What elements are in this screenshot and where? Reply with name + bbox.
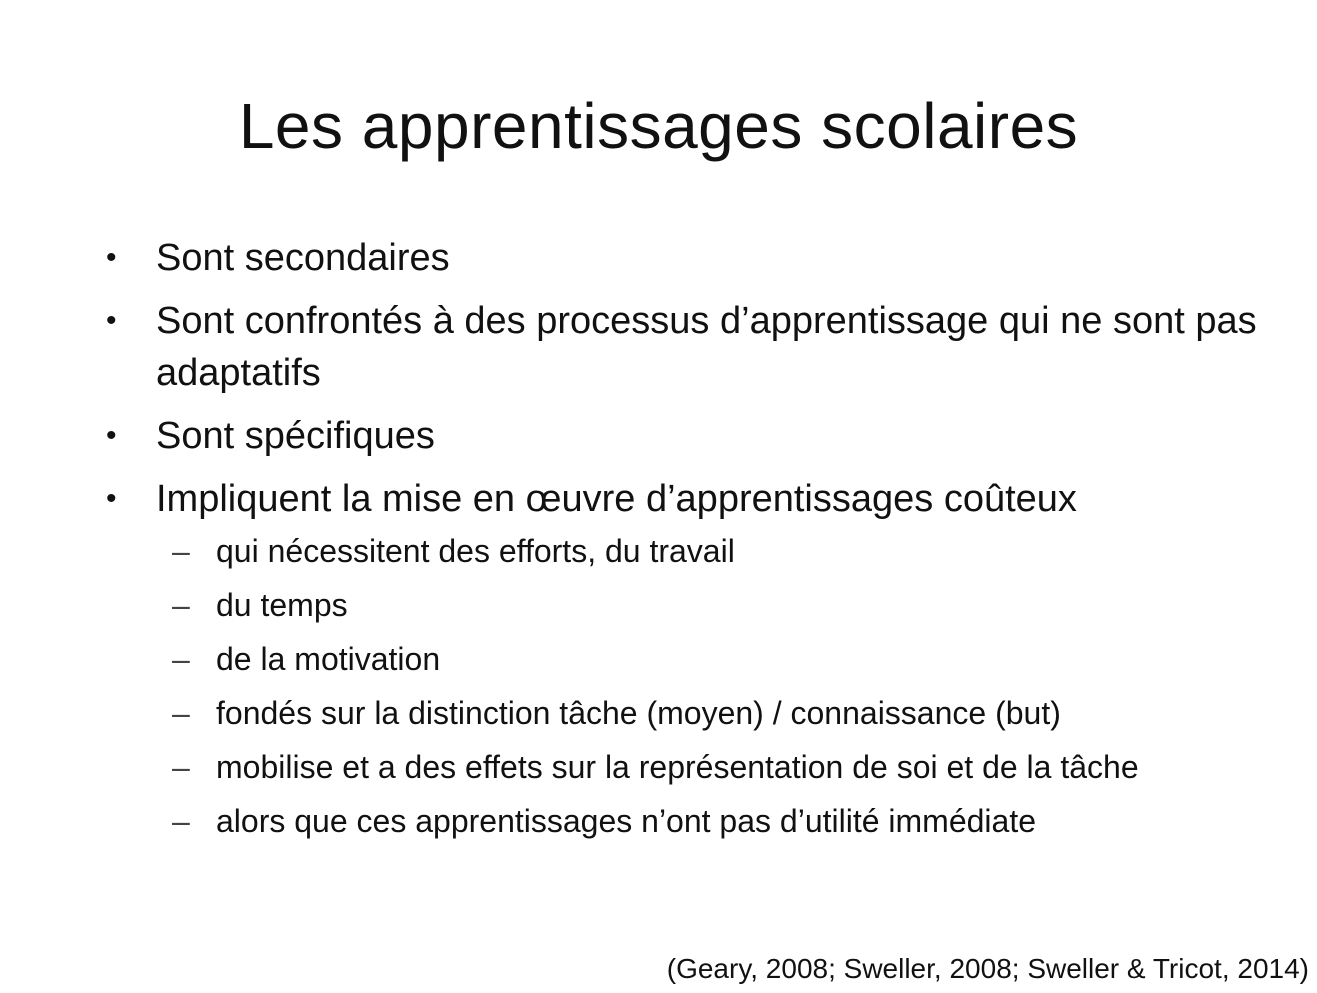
dash-icon: –	[172, 587, 190, 623]
bullet-item	[100, 295, 1280, 399]
sub-bullet-text: mobilise et a des effets sur la représentation de soi et de la tâche	[216, 749, 1139, 785]
dash-icon: –	[172, 803, 190, 839]
bullet-list	[100, 232, 1280, 854]
sub-bullet-item	[156, 691, 1280, 735]
slide-title: Les apprentissages scolaires	[238, 90, 1079, 162]
dash-icon: –	[172, 533, 190, 569]
sub-bullet-item	[156, 745, 1280, 789]
bullet-item	[100, 232, 1280, 284]
sub-bullet-list	[156, 529, 1280, 843]
sub-bullet-text: du temps	[216, 587, 348, 623]
bullet-text: Sont confrontés à des processus d’apprentissage qui ne sont pas adaptatifs	[156, 300, 1257, 394]
bullet-dot-icon: •	[106, 482, 117, 515]
sub-bullet-item	[156, 637, 1280, 681]
bullet-text: Impliquent la mise en œuvre d’apprentissages coûteux	[156, 478, 1077, 520]
sub-bullet-item	[156, 529, 1280, 573]
bullet-dot-icon: •	[106, 241, 117, 274]
bullet-text: Sont secondaires	[156, 237, 450, 279]
sub-bullet-text: fondés sur la distinction tâche (moyen) / connaissance (but)	[216, 695, 1061, 731]
sub-bullet-item	[156, 799, 1280, 843]
bullet-dot-icon: •	[106, 419, 117, 452]
dash-icon: –	[172, 749, 190, 785]
bullet-dot-icon: •	[106, 304, 117, 337]
bullet-text: Sont spécifiques	[156, 415, 435, 457]
sub-bullet-text: de la motivation	[216, 641, 441, 677]
dash-icon: –	[172, 641, 190, 677]
sub-bullet-item	[156, 583, 1280, 627]
sub-bullet-text: alors que ces apprentissages n’ont pas d’utilité immédiate	[216, 803, 1037, 839]
sub-bullet-text: qui nécessitent des efforts, du travail	[216, 533, 735, 569]
bullet-item	[100, 410, 1280, 462]
dash-icon: –	[172, 695, 190, 731]
bullet-item	[100, 473, 1280, 843]
citation: (Geary, 2008; Sweller, 2008; Sweller & Tricot, 2014)	[666, 953, 1309, 984]
